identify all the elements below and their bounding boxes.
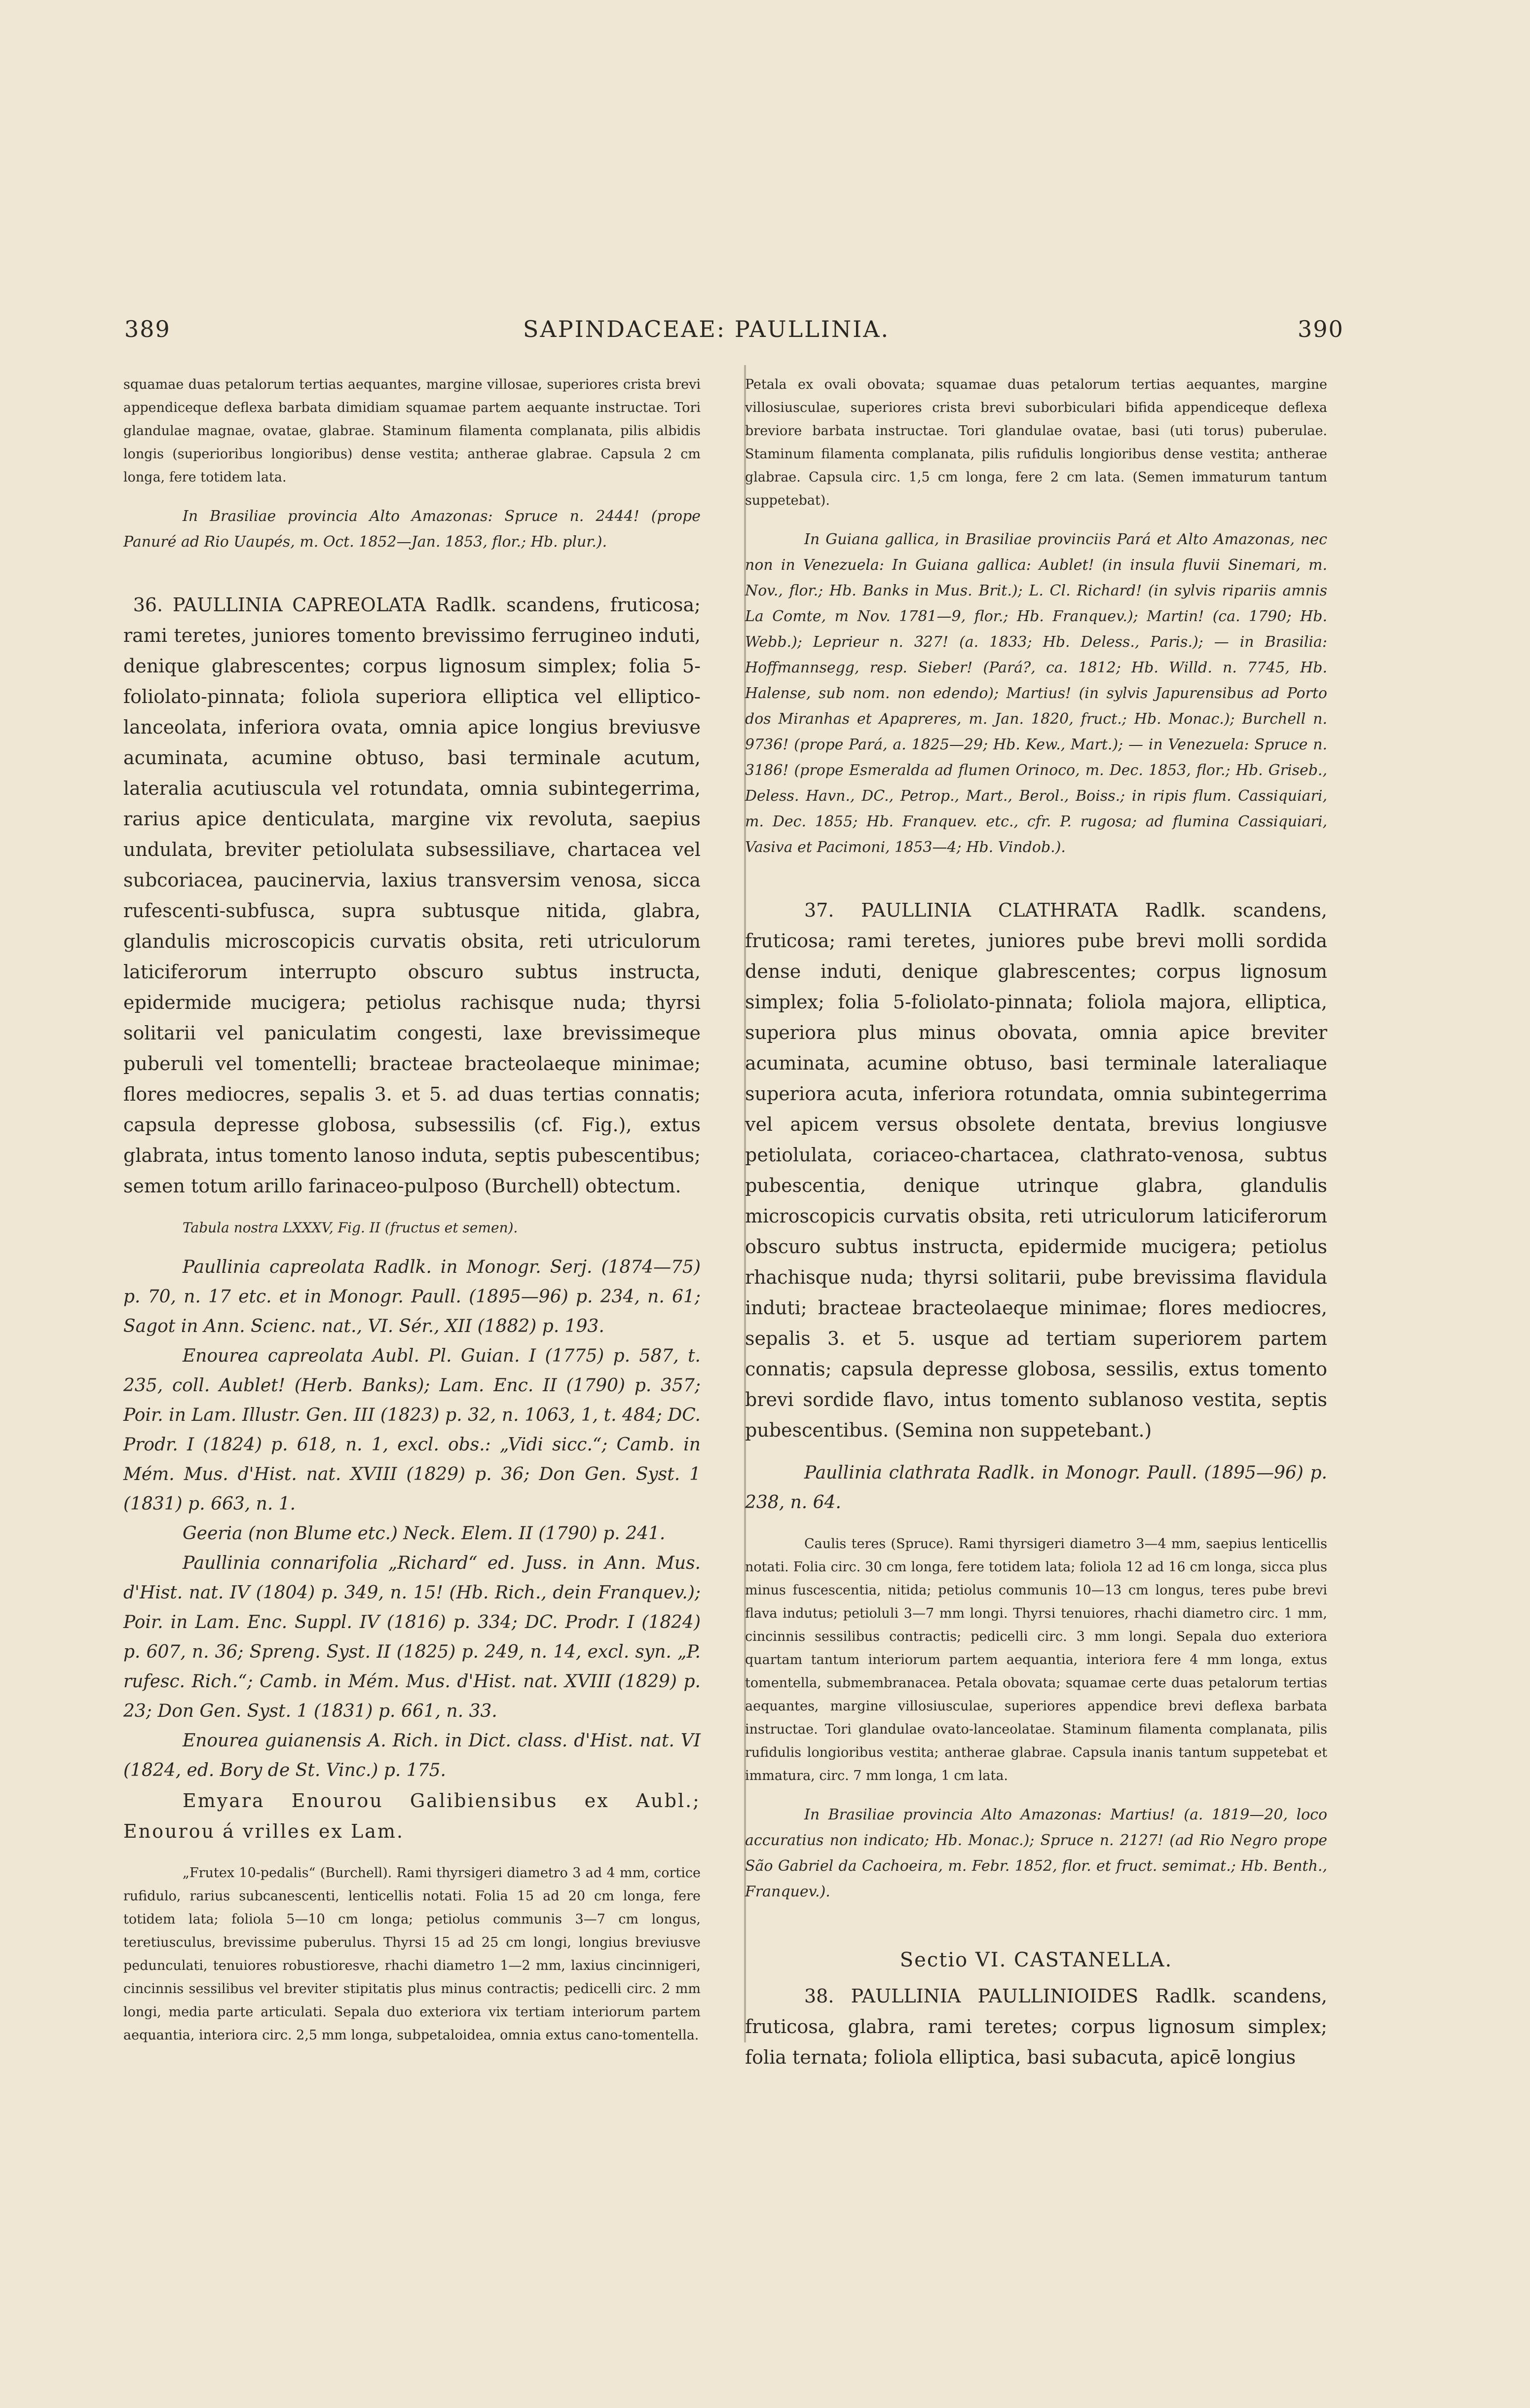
left-top-locality: In Brasiliae provincia Alto Amazonas: Spruce n. 2444! (prope Panuré ad Rio Uaupés, m. Oct. 1852—Jan. 1853, flor.; Hb. plur.). <box>123 508 701 551</box>
reference-2: Enourea capreolata Aubl. Pl. Guian. I (1775) p. 587, t. 235, coll. Aublet! (Herb. Banks); Lam. Enc. II (1790) p. 357; Poir. in Lam. Illustr. Gen. III (1823) p. 32, n. 1063, 1, t. 484; DC. Prodr. I (1824) p. 618, n. 1, excl. obs.: „Vidi sicc.“; Camb. in Mém. Mus. d'Hist. nat. XVIII (1829) p. 36; Don Gen. Syst. 1 (1831) p. 663, n. 1. <box>123 1346 701 1514</box>
species-37-heading: 37. PAULLINIA CLATHRATA Radlk. <box>804 899 1206 921</box>
species-38 <box>745 1981 1327 2073</box>
left-bottom-description: „Frutex 10-pedalis“ (Burchell). Rami thyrsigeri diametro 3 ad 4 mm, cortice rufidulo, rarius subcanescenti, lenticellis notati. Folia 15 ad 20 cm longa, fere totidem lata; foliola 5—10 cm longa; petiolus communis 3—7 cm longus, teretiusculus, brevissime puberulus. Thyrsi 15 ad 25 cm longi, longius breviusve pedunculati, tenuiores robustioresve, rhachi diametro 1—2 mm, laxius cincinnigeri, cincinnis sessilibus vel breviter stipitatis plus minus contractis; pedicelli circ. 2 mm longi, media parte articulati. Sepala duo exteriora vix tertiam interiorum partem aequantia, interiora circ. 2,5 mm longa, subpetaloidea, omnia extus cano-tomentella. <box>123 1865 701 2043</box>
species-36-heading: 36. PAULLINIA CAPREOLATA Radlk. <box>133 594 497 616</box>
right-mid-description: Caulis teres (Spruce). Rami thyrsigeri diametro 3—4 mm, saepius lenticellis notati. Folia circ. 30 cm longa, fere totidem lata; foliola 12 ad 16 cm longa, sicca plus minus fuscescentia, nitida; petiolus communis 10—13 cm longus, teres pube brevi flava indutus; petioluli 3—7 mm longi. Thyrsi tenuiores, rhachi diametro circ. 1 mm, cincinnis sessilibus contractis; pedicelli circ. 3 mm longi. Sepala duo exteriora quartam tantum interiorum partem aequantia, interiora fere 4 mm longa, extus tomentella, submembranacea. Petala obovata; squamae certe duas petalorum tertias aequantes, margine villosiusculae, superiores appendice brevi deflexa barbata instructae. Tori glandulae ovato-lanceolatae. Staminum filamenta complanata, pilis rufidulis longioribus vestita; antherae glabrae. Capsula inanis tantum suppetebat et immatura, circ. 7 mm longa, 1 cm lata. <box>745 1536 1327 1783</box>
page-number-left: 389 <box>124 316 171 342</box>
reference-1: Paullinia capreolata Radlk. in Monogr. Serj. (1874—75) p. 70, n. 17 etc. et in Monogr. Paull. (1895—96) p. 234, n. 61; Sagot in Ann. Scienc. nat., VI. Sér., XII (1882) p. 193. <box>123 1257 701 1336</box>
reference-4: Paullinia connarifolia „Richard“ ed. Juss. in Ann. Mus. d'Hist. nat. IV (1804) p. 349, n. 15! (Hb. Rich., dein Franquev.); Poir. in Lam. Enc. Suppl. IV (1816) p. 334; DC. Prodr. I (1824) p. 607, n. 36; Spreng. Syst. II (1825) p. 249, n. 14, excl. syn. „P. rufesc. Rich.“; Camb. in Mém. Mus. d'Hist. nat. XVIII (1829) p. 23; Don Gen. Syst. 1 (1831) p. 661, n. 33. <box>123 1553 701 1721</box>
right-top-locality: In Guiana gallica, in Brasiliae provinciis Pará et Alto Amazonas, nec non in Venezuela: In Guiana gallica: Aublet! (in insula fluvii Sinemari, m. Nov., flor.; Hb. Banks in Mus. Brit.); L. Cl. Richard! (in sylvis ripariis amnis La Comte, m Nov. 1781—9, flor.; Hb. Franquev.); Martin! (ca. 1790; Hb. Webb.); Leprieur n. 327! (a. 1833; Hb. Deless., Paris.); — in Brasilia: Hoffmannsegg, resp. Sieber! (Pará?, ca. 1812; Hb. Willd. n. 7745, Hb. Halense, sub nom. non edendo); Martius! (in sylvis Japurensibus ad Porto dos Miranhas et Apapreres, m. Jan. 1820, fruct.; Hb. Monac.); Burchell n. 9736! (prope Pará, a. 1825—29; Hb. Kew., Mart.); — in Venezuela: Spruce n. 3186! (prope Esmeralda ad flumen Orinoco, m. Dec. 1853, flor.; Hb. Griseb., Deless. Havn., DC., Petrop., Mart., Berol., Boiss.; in ripis flum. Cassiquiari, m. Dec. 1855; Hb. Franquev. etc., cfr. P. rugosa; ad flumina Cassiquiari, Vasiva et Pacimoni, 1853—4; Hb. Vindob.). <box>745 531 1327 856</box>
page-number-right: 390 <box>1298 316 1344 342</box>
reference-37: Paullinia clathrata Radlk. in Monogr. Paull. (1895—96) p. 238, n. 64. <box>745 1463 1327 1513</box>
species-37 <box>745 895 1327 1445</box>
section-title: Sectio VI. CASTANELLA. <box>899 1949 1173 1971</box>
left-top-description: squamae duas petalorum tertias aequantes, margine villosae, superiores crista brevi appendiceque deflexa barbata dimidiam squamae partem aequante instructae. Tori glandulae magnae, ovatae, glabrae. Staminum filamenta complanata, pilis albidis longis (superioribus longioribus) dense vestita; antherae glabrae. Capsula 2 cm longa, fere totidem lata. <box>123 377 701 485</box>
species-36 <box>123 590 701 1201</box>
tabula-caption: Tabula nostra LXXXV, Fig. II (fructus et semen). <box>183 1220 518 1236</box>
left-column <box>123 373 701 2047</box>
reference-3: Geeria (non Blume etc.) Neck. Elem. II (1790) p. 241. <box>183 1523 666 1544</box>
species-37-text: scandens, fruticosa; rami teretes, juniores pube brevi molli sordida dense induti, denique glabrescentes; corpus lignosum simplex; folia 5-foliolato-pinnata; foliola majora, elliptica, superiora plus minus obovata, omnia apice breviter acuminata, acumine obtuso, basi terminale lateraliaque superiora acuta, inferiora rotundata, omnia subintegerrima vel apicem versus obsolete dentata, brevius longiusve petiolulata, coriaceo-chartacea, clathrato-venosa, subtus pubescentia, denique utrinque glabra, glandulis microscopicis curvatis obsita, reti utriculorum laticiferorum obscuro subtus instructa, epidermide mucigera; petiolus rhachisque nuda; thyrsi solitarii, pube brevissima flavidula induti; bracteae bracteolaeque minimae; flores mediocres, sepalis 3. et 5. usque ad tertiam superiorem partem connatis; capsula depresse globosa, sessilis, extus tomento brevi sordide flavo, intus tomento sublanoso vestita, septis pubescentibus. (Semina non suppetebant.) <box>745 899 1327 1441</box>
reference-5: Enourea guianensis A. Rich. in Dict. class. d'Hist. nat. VI (1824, ed. Bory de St. Vinc.) p. 175. <box>123 1731 701 1780</box>
species-36-text: scandens, fruticosa; rami teretes, juniores tomento brevissimo ferrugineo induti, denique glabrescentes; corpus lignosum simplex; folia 5-foliolato-pinnata; foliola superiora elliptica vel elliptico-lanceolata, inferiora ovata, omnia apice longius breviusve acuminata, acumine obtuso, basi terminale acutum, lateralia acutiuscula vel rotundata, omnia subintegerrima, rarius apice denticulata, margine vix revoluta, saepius undulata, breviter petiolulata subsessiliave, chartacea vel subcoriacea, paucinervia, laxius transversim venosa, sicca rufescenti-subfusca, supra subtusque nitida, glabra, glandulis microscopicis curvatis obsita, reti utriculorum laticiferorum interrupto obscuro subtus instructa, epidermide mucigera; petiolus rachisque nuda; thyrsi solitarii vel paniculatim congesti, laxe brevissimeque puberuli vel tomentelli; bracteae bracteolaeque minimae; flores mediocres, sepalis 3. et 5. ad duas tertias connatis; capsula depresse globosa, subsessilis (cf. Fig.), extus glabrata, intus tomento lanoso induta, septis pubescentibus; semen totum arillo farinaceo-pulposo (Burchell) obtectum. <box>123 594 701 1197</box>
right-locality-2: In Brasiliae provincia Alto Amazonas: Martius! (a. 1819—20, loco accuratius non indicato; Hb. Monac.); Spruce n. 2127! (ad Rio Negro prope São Gabriel da Cachoeira, m. Febr. 1852, flor. et fruct. semimat.; Hb. Benth., Franquev.). <box>745 1806 1327 1900</box>
species-38-text: scandens, fruticosa, glabra, rami teretes; corpus lignosum simplex; folia ternata; foliola elliptica, basi subacuta, apicē longius <box>745 1985 1327 2068</box>
vernacular-names: Emyara Enourou Galibiensibus ex Aubl.; Enourou á vrilles ex Lam. <box>123 1790 701 1842</box>
right-top-description: Petala ex ovali obovata; squamae duas petalorum tertias aequantes, margine villosiusculae, superiores crista brevi suborbiculari bifida appendiceque deflexa breviore barbata instructae. Tori glandulae ovatae, basi (uti torus) puberulae. Staminum filamenta complanata, pilis rufidulis longioribus dense vestita; antherae glabrae. Capsula circ. 1,5 cm longa, fere 2 cm lata. (Semen immaturum tantum suppetebat). <box>745 377 1327 508</box>
species-38-heading: 38. PAULLINIA PAULLINIOIDES Radlk. <box>804 1985 1217 2007</box>
right-column <box>745 373 1327 2073</box>
running-title: SAPINDACEAE: PAULLINIA. <box>523 316 890 342</box>
